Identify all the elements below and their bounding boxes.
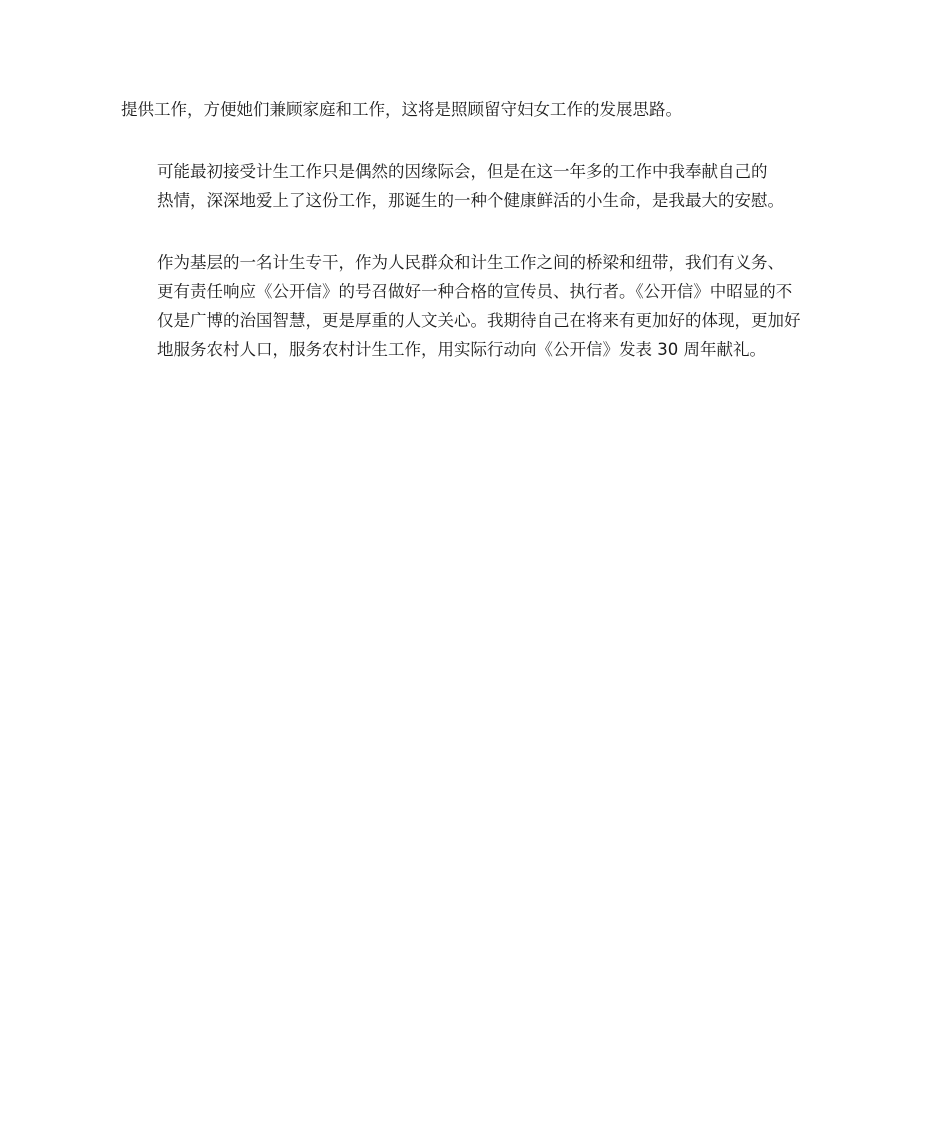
text-line: 更有责任响应《公开信》的号召做好一种合格的宣传员、执行者。《公开信》中昭显的不 [157,282,793,301]
text-line: 仅是广博的治国智慧，更是厚重的人文关心。我期待自己在将来有更加好的体现，更加好 [157,311,801,330]
text-line: 提供工作，方便她们兼顾家庭和工作，这将是照顾留守妇女工作的发展思路。 [121,100,682,119]
paragraph-1 [121,95,833,124]
paragraph-3 [121,248,833,364]
document-page [121,95,833,364]
paragraph-2 [121,157,833,215]
text-line: 地服务农村人口，服务农村计生工作，用实际行动向《公开信》发表 30 周年献礼。 [157,340,766,359]
text-line: 热情，深深地爱上了这份工作，那诞生的一种个健康鲜活的小生命，是我最大的安慰。 [157,191,784,210]
text-line: 可能最初接受计生工作只是偶然的因缘际会，但是在这一年多的工作中我奉献自己的 [157,162,768,181]
text-line: 作为基层的一名计生专干，作为人民群众和计生工作之间的桥梁和纽带，我们有义务、 [157,253,784,272]
